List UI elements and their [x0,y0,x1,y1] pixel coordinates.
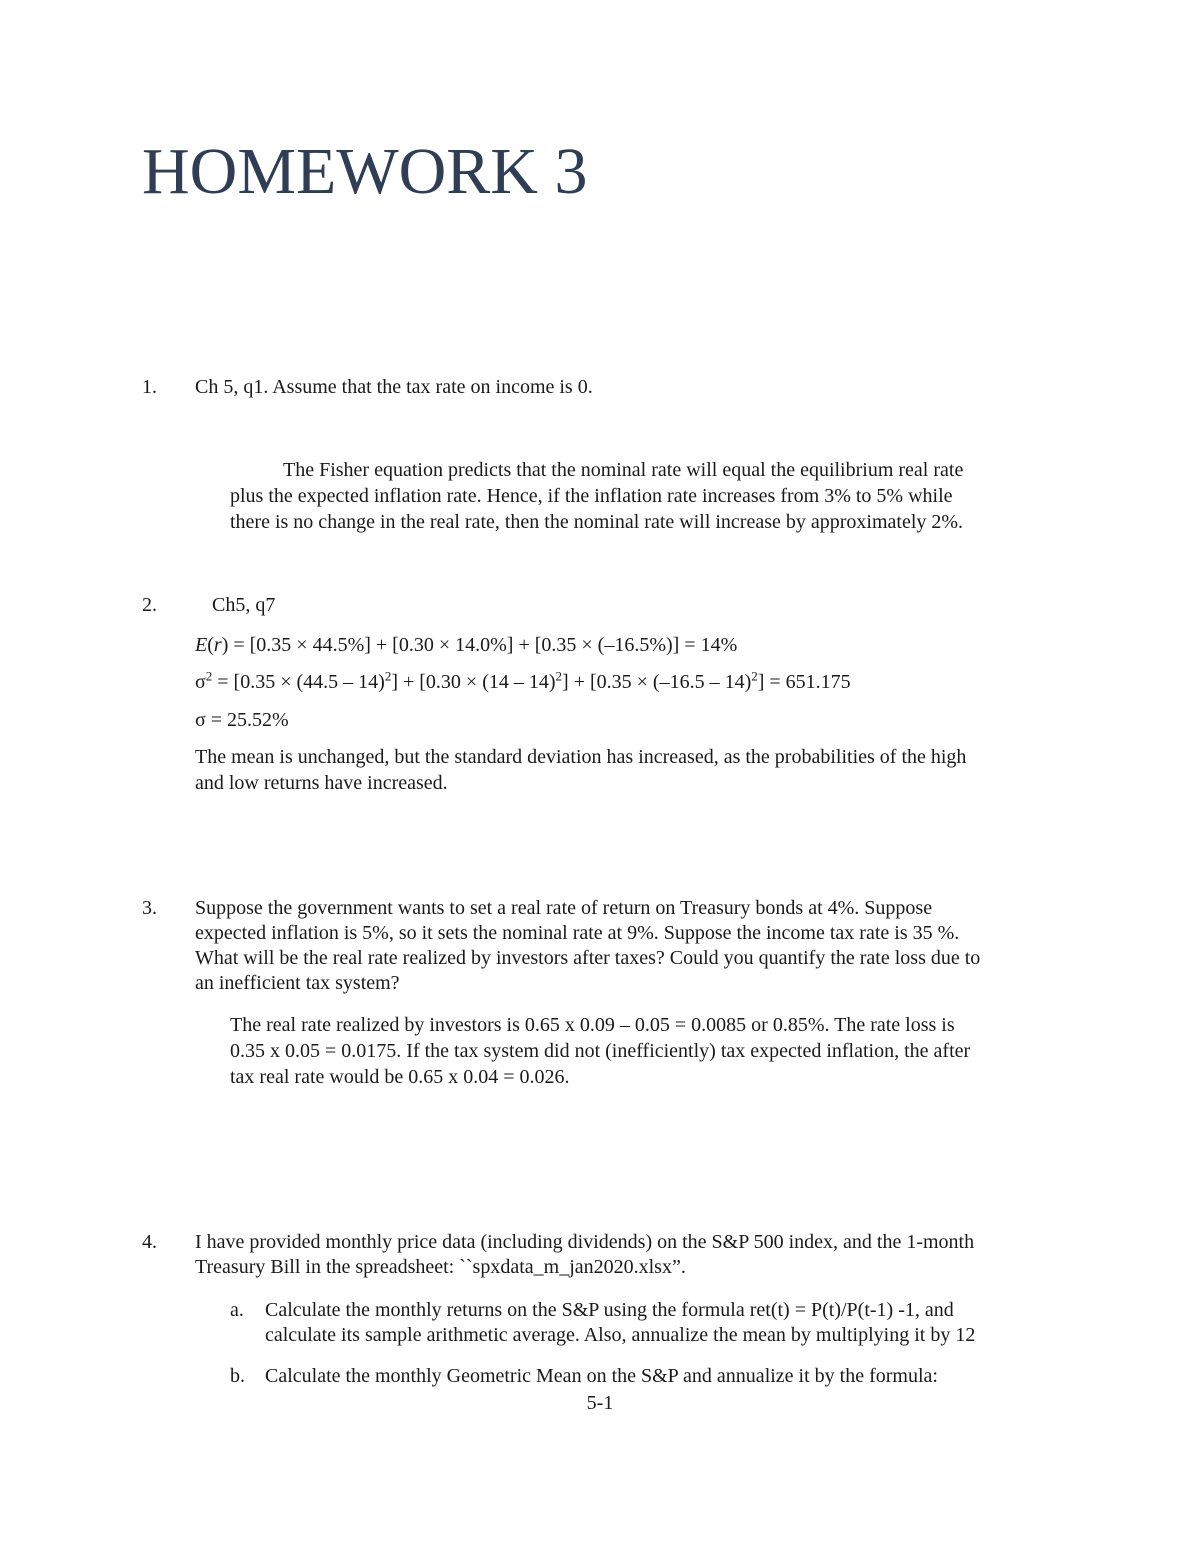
superscript-2: 2 [205,668,213,684]
sigma-symbol: σ [195,671,206,693]
q4-number: 4. [142,1231,157,1253]
q3-answer-line: 0.35 x 0.05 = 0.0175. If the tax system did not (inefficiently) tax expected inflation, the after [230,1040,971,1062]
q3-answer-line: tax real rate would be 0.65 x 0.04 = 0.026. [230,1066,570,1088]
variance-part-2: ] + [0.30 × (14 – 14) [391,671,556,693]
er-rest: = [0.35 × 44.5%] + [0.30 × 14.0%] + [0.35 × (–16.5%)] = 14% [228,634,738,656]
q2-std-dev: σ = 25.52% [195,709,289,731]
q4-part-b-label: b. [230,1365,245,1387]
q3-question-line: Suppose the government wants to set a real rate of return on Treasury bonds at 4%. Suppose [195,897,933,919]
q1-answer-line: there is no change in the real rate, then the nominal rate will increase by approximately 2%. [230,511,964,533]
superscript-2: 2 [555,668,563,684]
q2-expected-return: E(r) = [0.35 × 44.5%] + [0.30 × 14.0%] + [0.35 × (–16.5%)] = 14% [195,634,738,656]
superscript-2: 2 [384,668,392,684]
q3-question-line: expected inflation is 5%, so it sets the nominal rate at 9%. Suppose the income tax rate is 35 %. [195,922,960,944]
q1-question: Ch 5, q1. Assume that the tax rate on income is 0. [195,376,593,398]
q4-part-a-line: calculate its sample arithmetic average. Also, annualize the mean by multiplying it by 12 [265,1324,976,1346]
variance-part-4: ] = 651.175 [757,671,851,693]
q4-part-a-line: Calculate the monthly returns on the S&P using the formula ret(t) = P(t)/P(t-1) -1, and [265,1299,954,1321]
q3-question-line: an inefficient tax system? [195,972,400,994]
q2-number: 2. [142,594,157,616]
q4-part-a-label: a. [230,1299,244,1321]
q3-answer-line: The real rate realized by investors is 0.65 x 0.09 – 0.05 = 0.0085 or 0.85%. The rate loss is [230,1014,955,1036]
variance-part-3: ] + [0.35 × (–16.5 – 14) [562,671,752,693]
variance-part-1: = [0.35 × (44.5 – 14) [212,671,385,693]
q1-answer-line: plus the expected inflation rate. Hence, if the inflation rate increases from 3% to 5% while [230,485,953,507]
q4-question-line: I have provided monthly price data (including dividends) on the S&P 500 index, and the 1-month [195,1231,975,1253]
superscript-2: 2 [751,668,758,684]
er-var: r [213,634,222,656]
page-title: HOMEWORK 3 [142,135,588,208]
q2-question: Ch5, q7 [212,594,276,616]
q4-question-line: Treasury Bill in the spreadsheet: ``spxdata_m_jan2020.xlsx”. [195,1256,686,1278]
q2-conclusion-line: The mean is unchanged, but the standard deviation has increased, as the probabilities of the high [195,746,967,768]
q2-conclusion-line: and low returns have increased. [195,772,448,794]
q3-number: 3. [142,897,157,919]
q3-question-line: What will be the real rate realized by investors after taxes? Could you quantify the rate loss due to [195,947,981,969]
q4-part-b-line: Calculate the monthly Geometric Mean on the S&P and annualize it by the formula: [265,1365,938,1387]
q1-answer-line: The Fisher equation predicts that the nominal rate will equal the equilibrium real rate [283,459,964,481]
q2-variance [195,669,851,695]
er-label: E [195,634,208,656]
page-number: 5-1 [586,1392,614,1414]
q1-number: 1. [142,376,157,398]
